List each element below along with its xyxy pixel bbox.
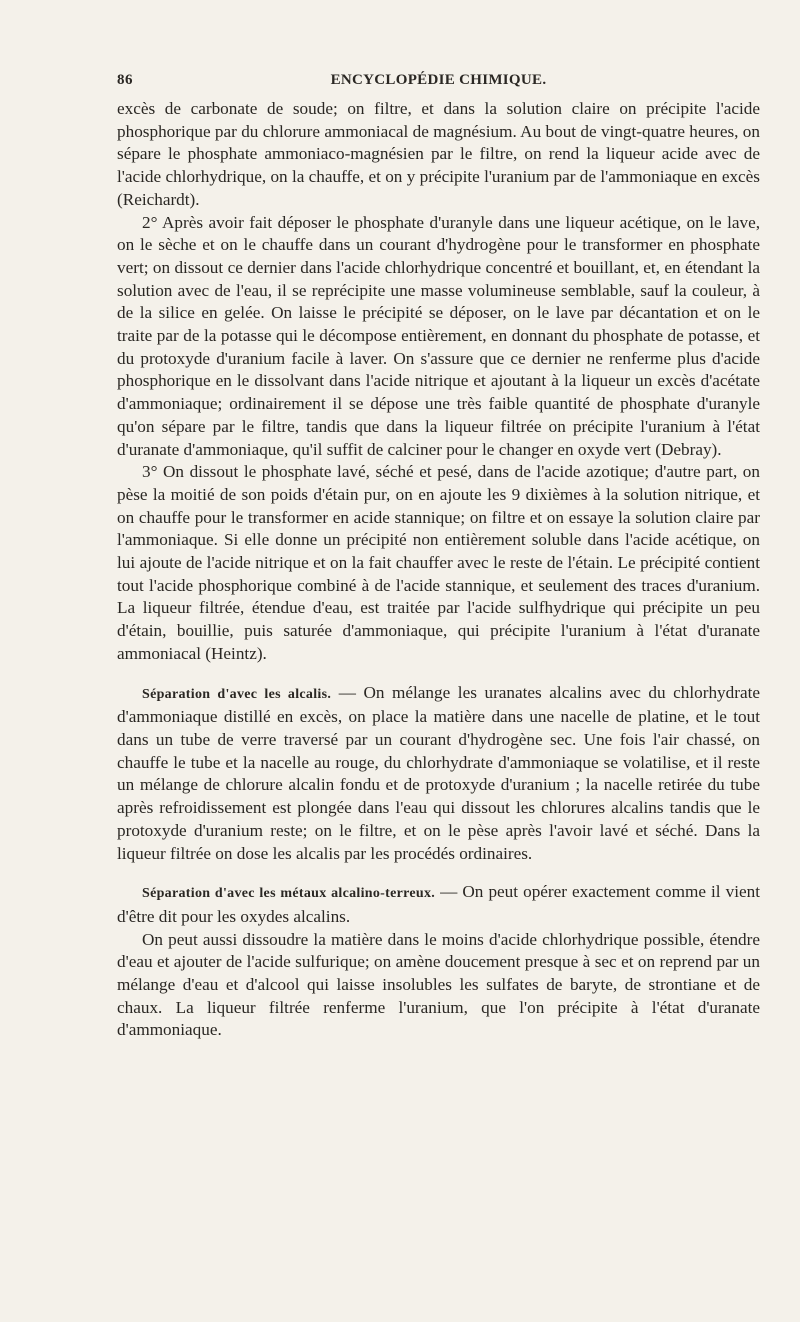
paragraph-terreux-2: On peut aussi dissoudre la matière dans le moins d'acide chlorhydrique possible, étendre d'eau et ajouter de l'acide sulfurique; on amène doucement presque à sec et on reprend par un mélange d'eau et d'alcool qui laisse insolubles les sulfates de baryte, de strontiane et de chaux. La liqueur filtrée renferme l'uranium, que l'on précipite à l'état d'uranate d'ammoniaque. <box>117 929 760 1040</box>
section-heading-alcalis: Séparation d'avec les alcalis. <box>142 686 332 702</box>
page-number: 86 <box>117 72 133 88</box>
paragraph-method-3: 3° On dissout le phosphate lavé, séché et pesé, dans de l'acide azotique; d'autre part, on pèse la moitié de son poids d'étain pur, on en ajoute les 9 dixièmes à la solution nitrique, et on chauffe pour le transformer en acide stannique; on filtre et on essaye la solution claire par l'ammoniaque. Si elle donne un précipité non entièrement soluble dans l'acide acétique, on lui ajoute de l'acide nitrique et on la fait chauffer avec le reste de l'étain. Le précipité contient tout l'acide phosphorique combiné à de l'acide stannique, et seulement des traces d'uranium. La liqueur filtrée, étendue d'eau, est traitée par l'acide sulfhydrique qui précipite un peu d'étain, bouillie, puis saturée d'ammoniaque, qui précipite l'uranium à l'état d'uranate ammoniacal (Heintz). <box>117 462 760 663</box>
section-heading-terreux: Séparation d'avec les métaux alcalino-terreux. <box>142 886 436 902</box>
section-gap <box>117 865 760 881</box>
body-text <box>117 98 760 1042</box>
paragraph-continuation: excès de carbonate de soude; on filtre, et dans la solution claire on précipite l'acide phosphorique par du chlorure ammoniacal de magnésium. Au bout de vingt-quatre heures, on sépare le phosphate ammoniaco-magnésien par le filtre, on rend la liqueur acide avec de l'acide chlorhydrique, on la chauffe, et on y précipite l'uranium par de l'ammoniaque en excès (Reichardt). <box>117 99 760 209</box>
paragraph-method-2: 2° Après avoir fait déposer le phosphate d'uranyle dans une liqueur acétique, on le lave, on le sèche et on le chauffe dans un courant d'hydrogène pour le transformer en phosphate vert; on dissout ce dernier dans l'acide chlorhydrique concentré et bouillant, et, en étendant la solution avec de l'eau, il se reprécipite une masse volumineuse semblable, sauf la couleur, à de la silice en gelée. On laisse le précipité se déposer, on le lave par décantation et on le traite par de la potasse qui le décompose entièrement, en donnant du phosphate de potasse, et du protoxyde d'uranium facile à laver. On s'assure que ce dernier ne renferme plus d'acide phosphorique en le dissolvant dans l'acide nitrique et ajoutant à la liqueur un excès d'acétate d'ammoniaque; ordinairement il se dépose une très faible quantité de phosphate d'uranyle qu'on sépare par le filtre, tandis que dans la liqueur filtrée on précipite l'uranium à l'état d'uranate d'ammoniaque, qu'il suffit de calciner pour le changer en oxyde vert (Debray). <box>117 212 760 459</box>
page-header <box>117 72 760 98</box>
section-text-alcalis: — On mélange les uranates alcalins avec du chlorhydrate d'ammoniaque distillé en excès, on place la matière dans une nacelle de platine, et le tout dans un tube de verre traversé par un courant d'hydrogène sec. Une fois l'air chassé, on chauffe le tube et la nacelle au rouge, du chlorhydrate d'ammoniaque se volatilise, et il reste un mélange de chlorure alcalin fondu et de protoxyde d'uranium ; la nacelle retirée du tube après refroidissement est plongée dans l'eau qui dissout les chlorures alcalins tandis que le protoxyde d'uranium reste; on le filtre, et on le pèse après l'avoir lavé et séché. Dans la liqueur filtrée on dose les alcalis par les procédés ordinaires. <box>117 682 761 863</box>
section-alcalis <box>117 682 760 866</box>
section-terreux <box>117 881 760 928</box>
section-gap <box>117 666 760 682</box>
section-text-terreux: — On peut opérer exactement comme il vient d'être dit pour les oxydes alcalins. <box>117 882 760 926</box>
running-title: ENCYCLOPÉDIE CHIMIQUE. <box>330 72 547 88</box>
